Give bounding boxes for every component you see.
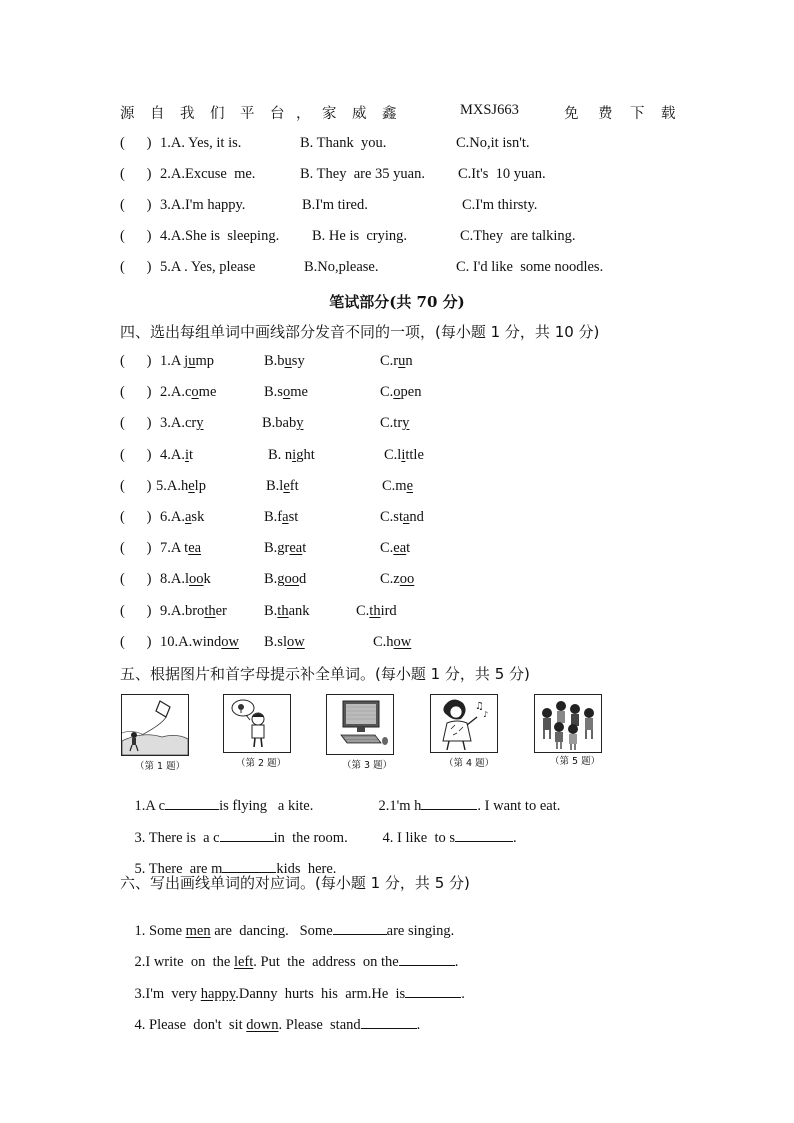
answer-blank[interactable] (399, 952, 455, 966)
word-part: B.sl (264, 634, 287, 650)
answer-paren[interactable]: ( ) (120, 447, 152, 463)
s6-text: are singing. (386, 923, 455, 939)
answer-paren[interactable]: ( ) (120, 259, 152, 275)
underlined-letters: ow (393, 634, 412, 650)
underlined-letters: e (406, 478, 414, 494)
kite-boy-illustration (122, 695, 188, 755)
answer-paren[interactable]: ( ) (120, 135, 152, 151)
underlined-letters: o (191, 384, 199, 400)
underlined-letters: th (369, 603, 381, 619)
underlined-letters: o (393, 384, 401, 400)
option-a: 1.A. Yes, it is. (160, 135, 242, 151)
question-number: 1. (160, 353, 171, 369)
s5-q5-prefix: 5. There are m (134, 861, 223, 877)
word-part: d (299, 571, 307, 587)
underlined-letters: a (184, 509, 192, 525)
word-part: sy (291, 353, 305, 369)
listening-row (120, 135, 680, 155)
word-part: C.m (382, 478, 407, 494)
underlined-letters: a (282, 509, 289, 525)
header-code: MXSJ663 (460, 102, 519, 118)
underlined-letters: e (188, 478, 195, 494)
option-c (380, 540, 410, 557)
phonics-row (120, 509, 680, 529)
answer-paren[interactable]: ( ) (120, 415, 152, 431)
singing-woman-illustration (431, 695, 497, 752)
option-a (160, 415, 204, 432)
header-char: 下 (630, 106, 645, 122)
underlined-letters: th (204, 603, 216, 619)
underlined-word: left (233, 954, 254, 970)
option-a (156, 478, 206, 495)
phonics-row (120, 571, 680, 591)
s5-q4-prefix: 4. I like to s (382, 830, 455, 846)
word-part: n (405, 353, 413, 369)
word-part: k (203, 571, 211, 587)
picture-caption: （第 3 题） (342, 760, 393, 771)
word-part: C.tr (380, 415, 403, 431)
question-number: 3. (160, 415, 171, 431)
word-part: A.l (170, 571, 189, 587)
underlined-word: happy (200, 986, 236, 1002)
underlined-letters: ow (221, 634, 239, 650)
word-part: C.h (373, 634, 394, 650)
option-c: C. I'd like some noodles. (456, 259, 604, 275)
option-a (160, 447, 193, 464)
underlined-letters: u (284, 353, 292, 369)
question-number: 5. (156, 478, 167, 494)
word-part: A t (170, 540, 189, 556)
option-b: B.No,please. (304, 259, 379, 275)
word-part: pen (400, 384, 422, 400)
answer-paren[interactable]: ( ) (120, 166, 152, 182)
option-c (380, 384, 421, 401)
question-number: 7. (160, 540, 171, 556)
s6-text: are dancing. Some (210, 923, 333, 939)
source-header (120, 102, 675, 122)
answer-blank[interactable] (405, 984, 461, 998)
word-part: B.s (264, 384, 283, 400)
word-part: C.l (384, 447, 402, 463)
underlined-letters: th (277, 603, 289, 619)
word-part: B.g (264, 571, 285, 587)
answer-blank[interactable] (421, 796, 477, 810)
option-a: 4.A.She is sleeping. (160, 228, 280, 244)
underlined-letters: y (296, 415, 304, 431)
option-a (160, 603, 227, 620)
word-part: C. (356, 603, 370, 619)
underlined-letters: y (196, 415, 204, 431)
written-section-title: 笔试部分(共 70 分) (329, 293, 465, 311)
s6-text: . (461, 986, 465, 1002)
answer-paren[interactable]: ( ) (120, 603, 152, 619)
word-part: A (170, 353, 185, 369)
phonics-row (120, 634, 680, 654)
computer-illustration (327, 695, 393, 754)
header-char: 载 (661, 106, 676, 122)
question-number: 10. (160, 634, 179, 650)
option-a (160, 540, 201, 557)
underlined-word: down (246, 1017, 279, 1033)
option-a (160, 509, 204, 526)
s5-q2-prefix: 2.1'm h (378, 798, 422, 814)
underlined-letters: oo (189, 571, 204, 587)
hungry-boy-illustration (224, 695, 290, 752)
option-c: C.It's 10 yuan. (458, 166, 546, 182)
word-part: B.l (266, 478, 284, 494)
option-c (382, 478, 413, 495)
word-part: A. (170, 509, 185, 525)
word-part: C.st (380, 509, 403, 525)
s6-text: . Please stand (278, 1017, 361, 1033)
word-part: t (406, 540, 411, 556)
kids-group-illustration (535, 695, 601, 752)
picture-caption: （第 1 题） (135, 761, 186, 772)
option-a: 5.A . Yes, please (160, 259, 256, 275)
option-b (264, 353, 305, 370)
word-part: me (198, 384, 217, 400)
word-part: C. (380, 540, 394, 556)
option-a: 3.A.I'm happy. (160, 197, 246, 213)
word-part: B.b (264, 353, 285, 369)
picture-caption: （第 2 题） (236, 758, 287, 769)
header-char: 鑫 (382, 106, 397, 122)
answer-blank[interactable] (333, 921, 387, 935)
underlined-letters: ea (188, 540, 202, 556)
answer-blank[interactable] (361, 1015, 417, 1029)
answer-blank[interactable] (222, 859, 276, 873)
option-b: B. Thank you. (300, 135, 387, 151)
option-b (264, 540, 306, 557)
underlined-letters: ea (289, 540, 303, 556)
s5-q3-prefix: 3. There is a c (134, 830, 220, 846)
underlined-letters: ow (286, 634, 305, 650)
answer-paren[interactable]: ( ) (120, 571, 152, 587)
option-b (268, 447, 315, 464)
underlined-letters: ea (393, 540, 407, 556)
s5-q1-suffix: is flying a kite. (219, 798, 314, 814)
s6-text: . Put the address on the (253, 954, 399, 970)
word-part: B.bab (262, 415, 297, 431)
s6-text: 3.I'm very (134, 986, 201, 1002)
option-c (373, 634, 411, 651)
word-part: A.h (166, 478, 189, 494)
word-part: A.cr (170, 415, 197, 431)
option-b (264, 384, 308, 401)
option-c (380, 353, 413, 370)
header-char: 费 (598, 106, 613, 122)
answer-paren[interactable]: ( ) (120, 353, 152, 369)
s6-q4 (120, 998, 420, 1051)
word-part: A.wind (178, 634, 222, 650)
s5-q4 (368, 811, 517, 864)
option-c (380, 571, 414, 588)
word-part: ank (288, 603, 310, 619)
listening-row (120, 259, 680, 279)
word-part: A. (170, 447, 185, 463)
question-number: 6. (160, 509, 171, 525)
question-number: 8. (160, 571, 171, 587)
underlined-letters: y (402, 415, 410, 431)
option-b (266, 478, 299, 495)
listening-row (120, 166, 680, 186)
word-part: st (288, 509, 299, 525)
answer-blank[interactable] (455, 828, 513, 842)
word-part: sk (191, 509, 205, 525)
word-part: B.f (264, 509, 283, 525)
word-part: er (215, 603, 227, 619)
picture-caption: （第 4 题） (444, 758, 495, 769)
option-c: C.No,it isn't. (456, 135, 530, 151)
header-char: 们 (210, 106, 225, 122)
option-b (264, 634, 305, 651)
header-char: 我 (180, 106, 195, 122)
s5-q3-suffix: in the room. (273, 830, 348, 846)
phonics-row (120, 353, 680, 373)
listening-row (120, 228, 680, 248)
header-char: 自 (150, 106, 165, 122)
option-a: 2.A.Excuse me. (160, 166, 256, 182)
s6-text: . (454, 954, 459, 970)
option-b (262, 415, 303, 432)
header-char: 免 (564, 106, 579, 122)
option-b (264, 603, 310, 620)
header-char: 台 (270, 106, 285, 122)
s5-q5-suffix: kids here. (276, 861, 337, 877)
answer-paren[interactable]: ( ) (120, 540, 152, 556)
question-number: 2. (160, 384, 171, 400)
phonics-row (120, 415, 680, 435)
answer-paren[interactable]: ( ) (120, 228, 152, 244)
answer-paren[interactable]: ( ) (120, 634, 152, 650)
option-c (384, 447, 424, 464)
option-b: B.I'm tired. (302, 197, 368, 213)
s6-text: 2.I write on the (134, 954, 234, 970)
phonics-row (120, 603, 680, 623)
svg-text:♪: ♪ (483, 710, 489, 719)
option-a (160, 353, 214, 370)
s5-q4-suffix: . (513, 830, 517, 846)
phonics-row (120, 447, 680, 467)
option-c: C.I'm thirsty. (462, 197, 538, 213)
underlined-letters: ju (184, 353, 196, 369)
option-c (380, 415, 409, 432)
word-part: C.r (380, 353, 399, 369)
option-b (264, 509, 298, 526)
header-char: 家 (322, 106, 337, 122)
word-part: A.c (170, 384, 192, 400)
word-part: C.z (380, 571, 400, 587)
header-char: 威 (352, 106, 367, 122)
s5-q1-prefix: 1.A c (134, 798, 166, 814)
option-a (160, 634, 239, 651)
s6-text: 1. Some (134, 923, 186, 939)
answer-blank[interactable] (220, 828, 274, 842)
answer-paren[interactable]: ( ) (120, 197, 152, 213)
word-part: ft (289, 478, 299, 494)
option-a (160, 384, 216, 401)
underlined-letters: e (283, 478, 290, 494)
word-part: ttle (405, 447, 424, 463)
word-part: ght (296, 447, 315, 463)
underlined-letters: i (401, 447, 406, 463)
header-char: 平 (240, 106, 255, 122)
picture-caption: （第 5 题） (550, 756, 601, 767)
word-part: lp (194, 478, 206, 494)
phonics-row (120, 384, 680, 404)
question-number: 4. (160, 447, 171, 463)
option-b: B. He is crying. (312, 228, 408, 244)
underlined-word: men (185, 923, 211, 939)
word-part: B. n (268, 447, 293, 463)
option-c (356, 603, 397, 620)
underlined-letters: oo (399, 571, 415, 587)
section4-title: 四、选出每组单词中画线部分发音不同的一项，(每小题 1 分，共 10 分) (120, 323, 600, 341)
question-number: 9. (160, 603, 171, 619)
word-part: mp (195, 353, 214, 369)
underlined-letters: o (282, 384, 291, 400)
answer-paren[interactable]: ( ) (120, 509, 152, 525)
word-part: nd (409, 509, 424, 525)
underlined-letters: i (292, 447, 297, 463)
s6-text: .Danny hurts his arm.He is (235, 986, 406, 1002)
answer-paren[interactable]: ( ) (120, 478, 152, 494)
word-part: A.bro (170, 603, 205, 619)
option-a (160, 571, 211, 588)
svg-text:♫: ♫ (475, 701, 484, 712)
listening-row (120, 197, 680, 217)
word-part: B.gr (264, 540, 290, 556)
header-char: 源 (120, 106, 135, 122)
word-part: C. (380, 384, 394, 400)
option-b: B. They are 35 yuan. (300, 166, 425, 182)
underlined-letters: oo (284, 571, 300, 587)
phonics-row (120, 540, 680, 560)
header-char: ， (296, 106, 311, 122)
underlined-letters: u (398, 353, 406, 369)
word-part: t (189, 447, 194, 463)
underlined-letters: i (184, 447, 190, 463)
option-c (380, 509, 424, 526)
word-part: me (290, 384, 308, 400)
word-part: B. (264, 603, 278, 619)
word-part: ird (380, 603, 397, 619)
option-b (264, 571, 306, 588)
phonics-row (120, 478, 680, 498)
section5-title: 五、根据图片和首字母提示补全单词。(每小题 1 分，共 5 分) (120, 665, 530, 683)
s5-q2-suffix: . I want to eat. (477, 798, 561, 814)
s6-text: . (416, 1017, 421, 1033)
s6-text: 4. Please don't sit (134, 1017, 247, 1033)
answer-paren[interactable]: ( ) (120, 384, 152, 400)
option-c: C.They are talking. (460, 228, 576, 244)
word-part: t (302, 540, 307, 556)
underlined-letters: a (402, 509, 410, 525)
section6-title: 六、写出画线单词的对应词。(每小题 1 分，共 5 分) (120, 874, 470, 892)
answer-blank[interactable] (165, 796, 219, 810)
